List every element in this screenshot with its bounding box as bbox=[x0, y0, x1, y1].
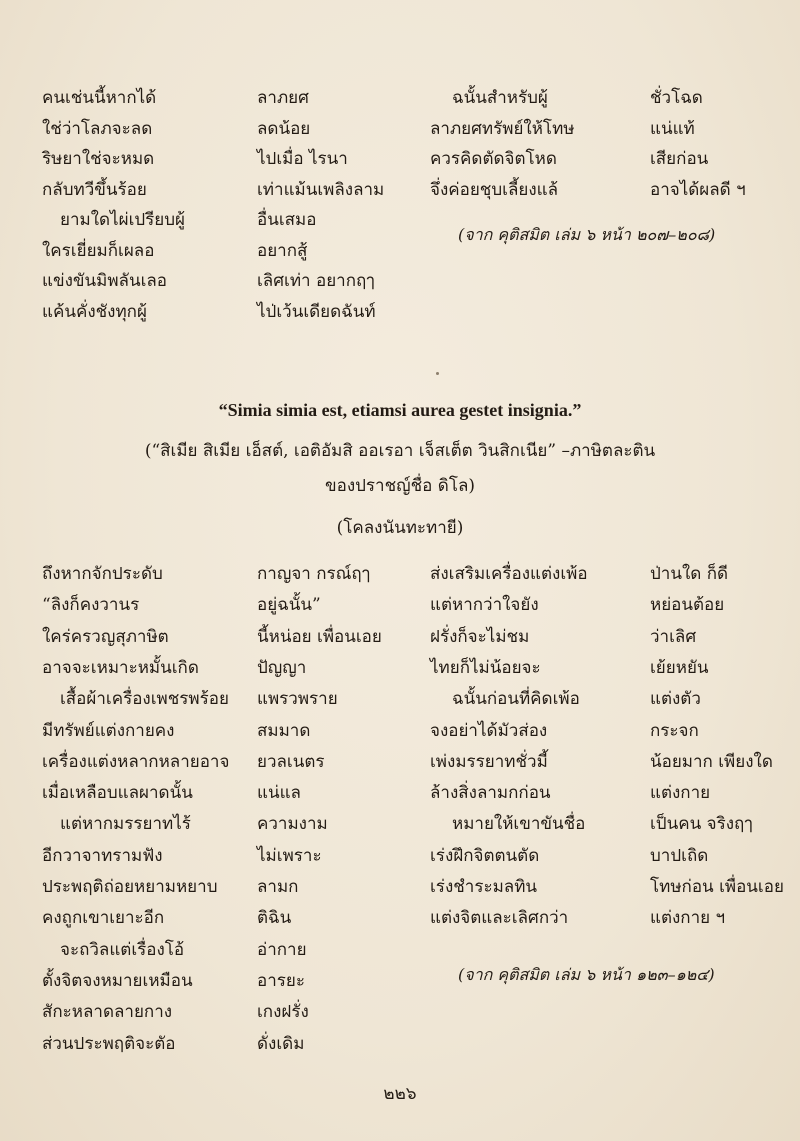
source-citation-top: (จาก คุติสมิต เล่ม ๖ หน้า ๒๐๗–๒๐๘) bbox=[458, 225, 716, 244]
stanza-line-first-half: แค้นคั่งชังทุกผู้ bbox=[42, 301, 147, 322]
stanza-line-first-half: ลาภยศทรัพย์ให้โทษ bbox=[430, 118, 575, 139]
stanza-line-second-half: เลิศเท่า อยากฤๅ bbox=[257, 271, 375, 291]
stanza-line-second-half: น้อยมาก เพียงใด bbox=[650, 751, 773, 772]
stanza-line-first-half: ใช่ว่าโลภจะลด bbox=[42, 118, 153, 139]
stanza-line-first-half: คงถูกเขาเยาะอีก bbox=[42, 908, 165, 929]
stanza-line-first-half: แต่หากมรรยาทไร้ bbox=[60, 814, 191, 835]
stanza-line-second-half: ลดน้อย bbox=[257, 118, 311, 139]
stanza-line-second-half: ดั่งเดิม bbox=[257, 1033, 305, 1054]
stanza-line-first-half: เครื่องแต่งหลากหลายอาจ bbox=[42, 751, 230, 772]
stanza-line-second-half: ชั่วโฉด bbox=[650, 88, 703, 108]
page-mark bbox=[436, 372, 439, 375]
stanza-line-second-half: ว่าเลิศ bbox=[650, 626, 697, 647]
stanza-line-second-half: บาปเถิด bbox=[650, 845, 709, 866]
latin-quote: “Simia simia est, etiamsi aurea gestet insignia.” bbox=[218, 400, 582, 420]
stanza-line-second-half: อื่นเสมอ bbox=[257, 210, 317, 230]
stanza-line-second-half: เป็นคน จริงฤๅ bbox=[650, 814, 753, 835]
source-citation-bottom: (จาก คุติสมิต เล่ม ๖ หน้า ๑๒๓–๑๒๔) bbox=[458, 965, 715, 984]
stanza-line-first-half: เพ่งมรรยาทชั่วมี้ bbox=[430, 751, 548, 772]
stanza-line-first-half: กลับทวีขึ้นร้อย bbox=[42, 179, 147, 200]
stanza-line-first-half: ใครเยี่ยมก็เผลอ bbox=[42, 240, 155, 261]
stanza-line-second-half: ลามก bbox=[257, 877, 299, 897]
stanza-line-second-half: โทษก่อน เพื่อนเอย bbox=[650, 877, 784, 897]
stanza-line-first-half: เร่งฝึกจิตตนตัด bbox=[430, 845, 540, 866]
stanza-line-first-half: ส่วนประพฤติจะตัอ bbox=[42, 1033, 176, 1054]
stanza-line-first-half: ควรคิดตัดจิตโหด bbox=[430, 149, 557, 169]
stanza-line-first-half: ถึงหากจักประดับ bbox=[42, 564, 163, 584]
stanza-line-second-half: แต่งกาย ฯ bbox=[650, 908, 726, 929]
stanza-line-first-half: คนเช่นนี้หากได้ bbox=[42, 88, 157, 108]
stanza-line-second-half: เย้ยหยัน bbox=[650, 657, 709, 678]
stanza-line-first-half: ตั้งจิตจงหมายเหมือน bbox=[42, 970, 193, 991]
stanza-line-first-half: แต่หากว่าใจยัง bbox=[430, 595, 539, 616]
stanza-line-first-half: ล้างสิ่งลามกก่อน bbox=[430, 783, 551, 804]
stanza-line-first-half: มีทรัพย์แต่งกายคง bbox=[42, 720, 175, 741]
stanza-line-first-half: ยามใดไผ่เปรียบผู้ bbox=[60, 210, 186, 230]
stanza-line-second-half: ป่านใด ก็ดี bbox=[650, 564, 729, 584]
stanza-line-second-half: แต่งตัว bbox=[650, 689, 701, 710]
stanza-line-first-half: ไทยก็ไม่น้อยจะ bbox=[430, 657, 541, 678]
stanza-line-second-half: ยวลเนตร bbox=[257, 751, 325, 772]
stanza-line-first-half: หมายให้เขาขันชื่อ bbox=[452, 814, 586, 835]
verse-form-label: (โคลงนันทะทายี) bbox=[336, 518, 464, 538]
stanza-line-second-half: ความงาม bbox=[257, 814, 328, 835]
stanza-line-first-half: เมื่อเหลือบแลผาดนั้น bbox=[42, 783, 193, 804]
stanza-line-second-half: หย่อนต้อย bbox=[650, 595, 725, 616]
stanza-line-second-half: เท่าแม้นเพลิงลาม bbox=[257, 179, 385, 200]
stanza-line-second-half: เกงฝรั่ง bbox=[257, 1002, 309, 1023]
stanza-line-second-half: ไปเมื่อ ไรนา bbox=[257, 149, 348, 169]
stanza-line-second-half: ไม่เพราะ bbox=[257, 845, 322, 866]
stanza-line-first-half: จะถวิลแต่เรื่องโอ้ bbox=[60, 939, 185, 960]
stanza-line-second-half: ไป่เว้นเดียดฉันท์ bbox=[257, 301, 376, 322]
stanza-line-first-half: “ลิงก็คงวานร bbox=[42, 595, 140, 616]
stanza-line-second-half: กระจก bbox=[650, 720, 699, 741]
stanza-line-first-half: จงอย่าได้มัวส่อง bbox=[430, 720, 548, 741]
transliteration-line-2: ของปราชญ์ชื่อ ดิโล) bbox=[325, 476, 475, 496]
stanza-line-second-half: เสียก่อน bbox=[650, 149, 709, 169]
stanza-line-second-half: อาจได้ผลดี ฯ bbox=[650, 179, 746, 200]
stanza-line-first-half: อีกวาจาทรามฟัง bbox=[42, 845, 163, 866]
stanza-line-second-half: ปัญญา bbox=[257, 657, 307, 678]
stanza-line-second-half: อยู่ฉนั้น” bbox=[257, 595, 321, 616]
stanza-line-first-half: ประพฤติถ่อยหยามหยาบ bbox=[42, 877, 218, 897]
stanza-line-second-half: แต่งกาย bbox=[650, 783, 711, 804]
stanza-line-first-half: ฉนั้นสำหรับผู้ bbox=[452, 88, 548, 108]
stanza-line-first-half: เร่งชำระมลทิน bbox=[430, 877, 538, 897]
stanza-line-second-half: ลาภยศ bbox=[257, 88, 309, 108]
stanza-line-second-half: ติฉิน bbox=[257, 908, 292, 929]
stanza-line-first-half: แต่งจิตและเลิศกว่า bbox=[430, 908, 569, 929]
stanza-line-first-half: ฝรั่งก็จะไม่ชม bbox=[430, 626, 530, 647]
stanza-line-first-half: ฉนั้นก่อนที่คิดเพ้อ bbox=[452, 689, 580, 710]
stanza-line-second-half: แน่แท้ bbox=[650, 118, 695, 139]
stanza-line-second-half: อ่ากาย bbox=[257, 939, 307, 960]
stanza-line-first-half: สักะหลาดลายกาง bbox=[42, 1002, 173, 1023]
stanza-line-second-half: แพรวพราย bbox=[257, 689, 338, 710]
page-number: ๒๒๖ bbox=[383, 1084, 417, 1104]
stanza-line-second-half: แน่แล bbox=[257, 783, 301, 804]
stanza-line-second-half: สมมาด bbox=[257, 720, 311, 741]
stanza-line-first-half: ใคร่ครวญสุภาษิต bbox=[42, 626, 169, 647]
stanza-line-second-half: กาญจา กรณ์ฤๅ bbox=[257, 564, 371, 584]
stanza-line-second-half: นี้หน่อย เพื่อนเอย bbox=[257, 626, 382, 647]
stanza-line-second-half: อารยะ bbox=[257, 970, 305, 991]
stanza-line-first-half: จึ่งค่อยชุบเลี้ยงแล้ bbox=[430, 179, 558, 200]
stanza-line-first-half: อาจจะเหมาะหมั้นเกิด bbox=[42, 657, 199, 678]
stanza-line-first-half: ส่งเสริมเครื่องแต่งเพ้อ bbox=[430, 564, 588, 584]
transliteration-line-1: (“สิเมีย สิเมีย เอ็สต์, เอติอัมสิ ออเรอา เจ็สเต็ต วินสิกเนีย” –ภาษิตละติน bbox=[144, 441, 656, 461]
stanza-line-first-half: เสื้อผ้าเครื่องเพชรพร้อย bbox=[60, 689, 229, 710]
stanza-line-first-half: ริษยาใช่จะหมด bbox=[42, 149, 155, 169]
stanza-line-second-half: อยากสู้ bbox=[257, 240, 308, 261]
stanza-line-first-half: แข่งขันมิพลันเลอ bbox=[42, 271, 168, 291]
